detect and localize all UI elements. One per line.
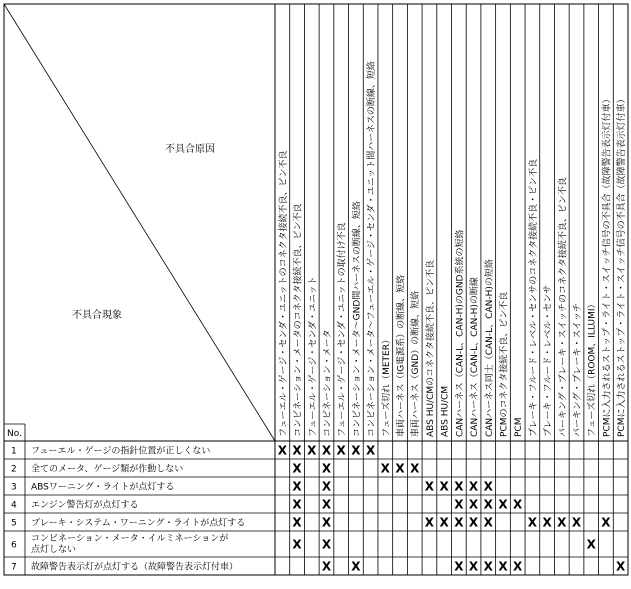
symptom-number: 1: [11, 446, 17, 457]
matrix-mark: X: [454, 559, 464, 574]
matrix-mark: X: [365, 443, 376, 458]
symptom-label: エンジン警告灯が点灯する: [31, 500, 139, 511]
cause-label: CANハーネス同士（CAN-L、CAN-H)の短絡: [484, 259, 495, 437]
matrix-mark: X: [454, 497, 464, 512]
matrix-mark: X: [395, 461, 405, 476]
matrix-mark: X: [483, 497, 493, 512]
cause-label: ブレーキ・フルード・レベル・センサのコネクタ接続不良・ピン不良: [528, 158, 539, 437]
symptom-label: 点灯しない: [31, 545, 77, 555]
cause-label: 車両ハーネス（GND）の断線、短絡: [411, 290, 422, 437]
symptom-number: 4: [11, 500, 17, 511]
cause-label: コンビネーション・メータ〜フューエル・ゲージ・センダ・ユニット間ハーネスの断線、短絡: [367, 61, 378, 437]
cause-label: 車両ハーネス（IG電源系）の断線、短絡: [396, 274, 407, 437]
cause-label: PCMに入力されるストップ・ライト・スイッチ信号の不具合（故障警告表示灯付車）: [602, 94, 613, 437]
matrix-mark: X: [454, 479, 464, 494]
cause-label: コンビネーション・メータのコネクタ接続不良、ピン不良: [293, 203, 304, 437]
matrix-mark: X: [321, 461, 332, 476]
matrix-mark: X: [468, 479, 479, 494]
matrix-mark: X: [292, 537, 302, 552]
matrix-mark: X: [292, 497, 302, 512]
matrix-mark: X: [586, 537, 596, 552]
cause-label: コンビネーション・メータ: [322, 329, 333, 437]
matrix-mark: X: [321, 515, 332, 530]
matrix-mark: X: [351, 443, 361, 458]
matrix-mark: X: [498, 497, 508, 512]
matrix-mark: X: [454, 515, 464, 530]
symptom-header-label: 不具合現象: [72, 310, 122, 321]
matrix-mark: X: [351, 559, 361, 574]
matrix-mark: X: [468, 515, 479, 530]
cause-header-label: 不具合原因: [165, 144, 215, 155]
matrix-mark: X: [513, 559, 523, 574]
symptom-number: 7: [11, 562, 17, 573]
matrix-mark: X: [321, 537, 332, 552]
cause-label: CANハーネス（CAN-L、CAN-H)の断線: [470, 277, 481, 437]
matrix-mark: X: [601, 515, 611, 530]
header-diagonal: [4, 4, 275, 441]
cause-label: フューズ切れ（METER）: [381, 335, 392, 437]
matrix-mark: X: [483, 559, 493, 574]
matrix-mark: X: [527, 515, 538, 530]
cause-label: フューズ切れ（ROOM、ILLUMI）: [587, 299, 598, 437]
matrix-mark: X: [292, 515, 302, 530]
matrix-mark: X: [542, 515, 552, 530]
cause-label: フューエル・ゲージ・センダ・ユニットのコネクタ接続不良、ピン不良: [278, 150, 289, 437]
matrix-mark: X: [321, 559, 332, 574]
symptom-label: 故障警告表示灯が点灯する（故障警告表示灯付車）: [31, 562, 239, 573]
symptom-label: 全てのメータ、ゲージ類が作動しない: [31, 464, 184, 475]
matrix-mark: X: [321, 497, 332, 512]
matrix-mark: X: [439, 515, 449, 530]
cause-label: パーキング・ブレーキ・スイッチのコネクタ接続不良、ピン不良: [558, 177, 569, 437]
matrix-mark: X: [410, 461, 420, 476]
matrix-mark: X: [424, 479, 435, 494]
matrix-mark: X: [468, 497, 479, 512]
matrix-mark: X: [380, 461, 390, 476]
matrix-mark: X: [439, 479, 449, 494]
matrix-mark: X: [468, 559, 479, 574]
symptom-label: フューエル・ゲージの指針位置が正しくない: [31, 446, 211, 457]
matrix-mark: X: [277, 443, 287, 458]
matrix-mark: X: [616, 559, 626, 574]
cause-label: PCMに入力されるストップ・ライト・スイッチ信号の不具合（故障警告表示灯付車）: [617, 94, 628, 437]
symptom-number: 2: [11, 464, 17, 475]
symptom-number: 5: [11, 518, 17, 529]
matrix-mark: X: [498, 559, 508, 574]
matrix-mark: X: [321, 443, 332, 458]
matrix-mark: X: [321, 479, 332, 494]
matrix-mark: X: [292, 461, 302, 476]
cause-label: パーキング・ブレーキ・スイッチ: [573, 302, 584, 437]
cause-label: フューエル・ゲージ・センダ・ユニットの取付け不良: [337, 222, 348, 437]
symptom-number: 3: [11, 482, 17, 493]
symptom-label: ABSワーニング・ライトが点灯する: [31, 482, 175, 493]
cause-label: ABS HU/CM: [440, 385, 451, 437]
cause-label: コンビネーション・メータ〜GND間ハーネスの断線、短絡: [352, 201, 363, 437]
cause-label: フューエル・ゲージ・センダ・ユニット: [308, 276, 319, 437]
matrix-mark: X: [483, 479, 493, 494]
matrix-mark: X: [483, 515, 493, 530]
symptom-label: ブレーキ・システム・ワーニング・ライトが点灯する: [31, 518, 246, 529]
symptom-label: コンビネーション・メータ・イルミネーションが: [31, 534, 229, 544]
matrix-mark: X: [557, 515, 567, 530]
matrix-mark: X: [424, 515, 435, 530]
cause-label: ABS HU/CMのコネクタ接続不良、ピン不良: [425, 259, 436, 437]
cause-label: CANハーネス（CAN-L、CAN-H)のGND系統の短絡: [455, 229, 466, 437]
matrix-mark: X: [336, 443, 346, 458]
matrix-mark: X: [292, 479, 302, 494]
matrix-mark: X: [571, 515, 582, 530]
no-header-label: No.: [7, 429, 22, 439]
matrix-mark: X: [307, 443, 317, 458]
symptom-number: 6: [11, 540, 17, 551]
cause-label: PCM: [514, 417, 525, 437]
cause-label: ブレーキ・フルード・レベル・センサ: [543, 284, 554, 437]
cause-label: PCMのコネクタ接続不良、ピン不良: [499, 291, 510, 437]
matrix-mark: X: [513, 497, 523, 512]
matrix-mark: X: [292, 443, 302, 458]
